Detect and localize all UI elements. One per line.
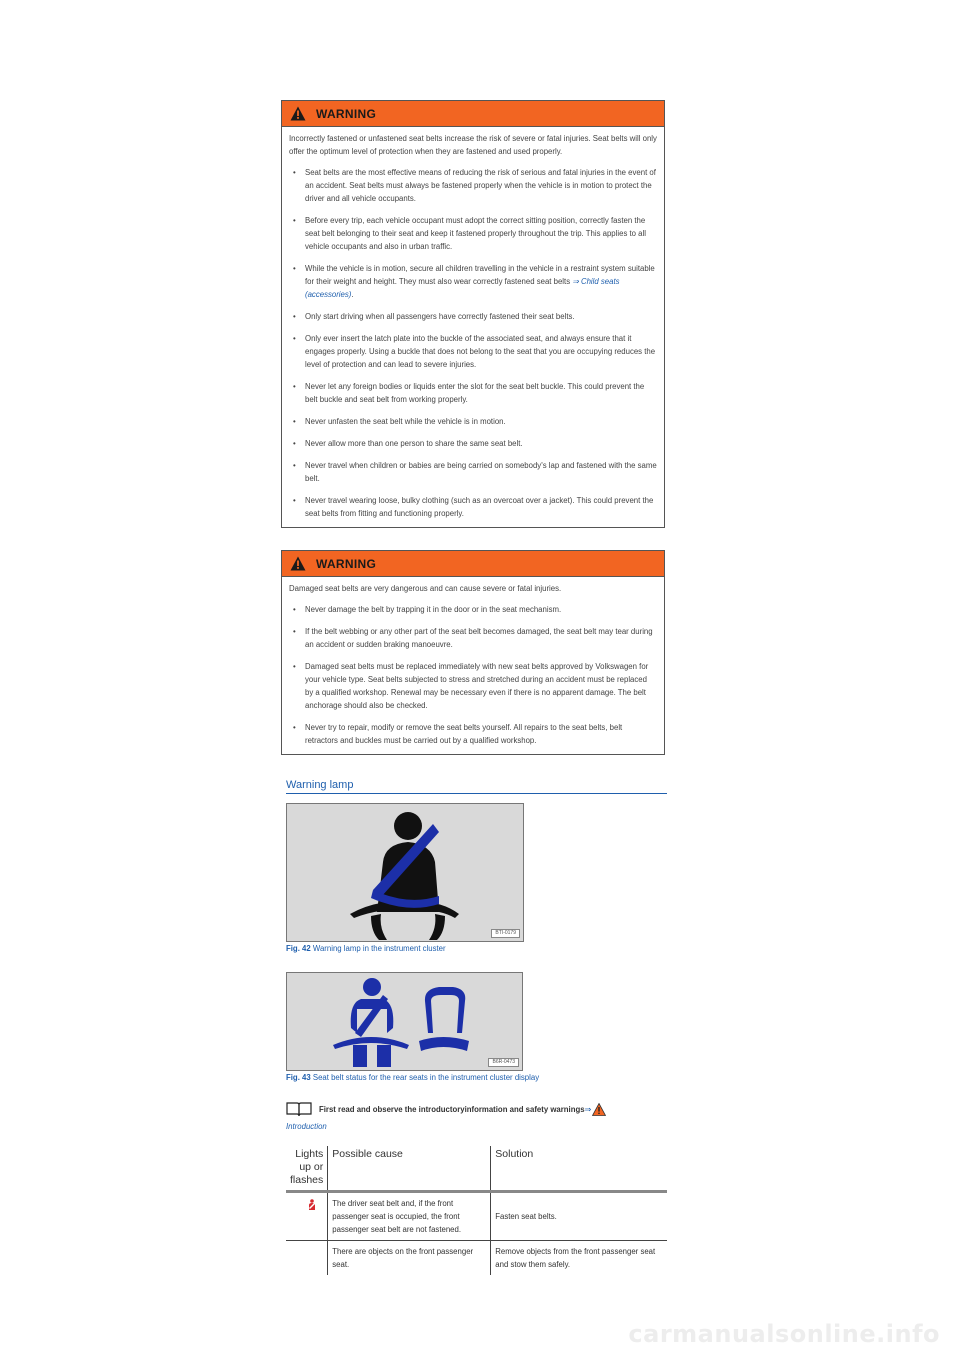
warning-lamp-table: [286, 1146, 667, 1275]
table-cell-cause: There are objects on the front passenger seat.: [328, 1241, 491, 1276]
warning-title: WARNING: [316, 556, 377, 571]
list-item-text: While the vehicle is in motion, secure all children travelling in the vehicle in a restraint system suitable for their weight and height. They must also wear correctly fastened seat belts: [305, 264, 655, 286]
watermark: carmanualsonline.info: [628, 1320, 940, 1348]
list-item: • Damaged seat belts must be replaced immediately with new seat belts approved by Volkswagen for your vehicle type. Seat belts subjected to stress and stretched during an accident must be replaced by a qualified workshop. Renewal may be necessary even if there is no apparent damage. The belt anchorage should also be checked.: [289, 660, 657, 712]
warning-title: WARNING: [316, 106, 377, 121]
column-header-solution: Solution: [491, 1146, 667, 1192]
table-row: [286, 1241, 667, 1276]
warning-box-damaged-belts: [281, 550, 665, 755]
table-cell-lamp: [286, 1241, 328, 1276]
warning-intro: Incorrectly fastened or unfastened seat belts increase the risk of severe or fatal injuries. Seat belts will only offer the optimum level of protection when they are fastened and used properly.: [289, 134, 657, 156]
list-item-punctuation: .: [351, 290, 354, 299]
list-item: • Seat belts are the most effective means of reducing the risk of serious and fatal injuries in the event of an accident. Seat belts must always be fastened properly when the vehicle is in motion to protect the driver and all vehicle occupants.: [289, 166, 657, 205]
read-first-text: First read and observe the introductoryinformation and safety warnings: [319, 1104, 585, 1114]
figure-code: B6R-0473: [488, 1058, 519, 1067]
section-heading: Warning lamp: [286, 779, 667, 794]
list-item: • Never travel wearing loose, bulky clothing (such as an overcoat over a jacket). This could prevent the seat belts from fitting and functioning properly.: [289, 494, 657, 520]
list-item: [289, 262, 657, 301]
warning-list: [289, 603, 657, 747]
table-cell-solution: Fasten seat belts.: [491, 1192, 667, 1241]
column-header-lights: Lights up or flashes: [286, 1146, 328, 1192]
table-row: [286, 1192, 667, 1241]
figure-label: Fig. 43: [286, 1073, 311, 1082]
figure-42-caption: [286, 944, 446, 953]
seat-belt-warning-icon: [307, 1199, 317, 1211]
column-header-cause: Possible cause: [328, 1146, 491, 1192]
introduction-link[interactable]: Introduction: [286, 1122, 327, 1131]
caption-text: Seat belt status for the rear seats in the instrument cluster display: [310, 1073, 540, 1082]
warning-triangle-icon[interactable]: [592, 1103, 606, 1116]
list-item: • Never unfasten the seat belt while the vehicle is in motion.: [289, 415, 657, 428]
open-book-icon: [286, 1101, 312, 1117]
warning-triangle-icon: [290, 556, 306, 571]
warning-list: [289, 166, 657, 520]
warning-box-seat-belt-usage: [281, 100, 665, 528]
list-item: • Only start driving when all passengers have correctly fastened their seat belts.: [289, 310, 657, 323]
list-item: • Never travel when children or babies are being carried on somebody's lap and fastened with the same belt.: [289, 459, 657, 485]
warning-intro: Damaged seat belts are very dangerous and can cause severe or fatal injuries.: [289, 584, 562, 593]
warning-header: [282, 551, 664, 577]
warning-header: [282, 101, 664, 127]
figure-code: BTI-0179: [491, 929, 520, 938]
read-first-note: [286, 1101, 666, 1131]
seat-belt-person-icon: [287, 804, 525, 943]
list-item: • Never damage the belt by trapping it in the door or in the seat mechanism.: [289, 603, 657, 616]
table-header-row: [286, 1146, 667, 1192]
figure-43-caption: [286, 1073, 539, 1082]
table-cell-cause: The driver seat belt and, if the front passenger seat is occupied, the front passenger seat belt are not fastened.: [328, 1192, 491, 1241]
table-cell-solution: Remove objects from the front passenger seat and stow them safely.: [495, 1247, 656, 1269]
warning-triangle-icon: [290, 106, 306, 121]
list-item: • Never try to repair, modify or remove the seat belts yourself. All repairs to the seat belts, belt retractors and buckles must be carried out by a qualified workshop.: [289, 721, 657, 747]
list-item: • Only ever insert the latch plate into the buckle of the associated seat, and always ensure that it engages properly. Using a buckle that does not belong to the seat that you are occupying reduces the level of protection and can lead to severe injuries.: [289, 332, 657, 371]
figure-42-warning-lamp: [286, 803, 524, 942]
list-item: • If the belt webbing or any other part of the seat belt becomes damaged, the seat belt may tear during an accident or sudden braking manoeuvre.: [289, 625, 657, 651]
list-item: • Never allow more than one person to share the same seat belt.: [289, 437, 657, 450]
figure-43-rear-seat-status: [286, 972, 523, 1071]
child-seats-link[interactable]: ⇒ Child seats (accessories): [305, 277, 620, 299]
caption-text: Warning lamp in the instrument cluster: [310, 944, 446, 953]
table-cell-lamp: [286, 1192, 328, 1241]
list-item: • Never let any foreign bodies or liquids enter the slot for the seat belt buckle. This could prevent the belt buckle and seat belt from working properly.: [289, 380, 657, 406]
arrow-icon: ⇒: [584, 1104, 592, 1114]
list-item: • Before every trip, each vehicle occupant must adopt the correct sitting position, correctly fasten the seat belt belonging to their seat and keep it fastened properly throughout the trip. This applies to all vehicle occupants and also in urban traffic.: [289, 214, 657, 253]
figure-label: Fig. 42: [286, 944, 311, 953]
